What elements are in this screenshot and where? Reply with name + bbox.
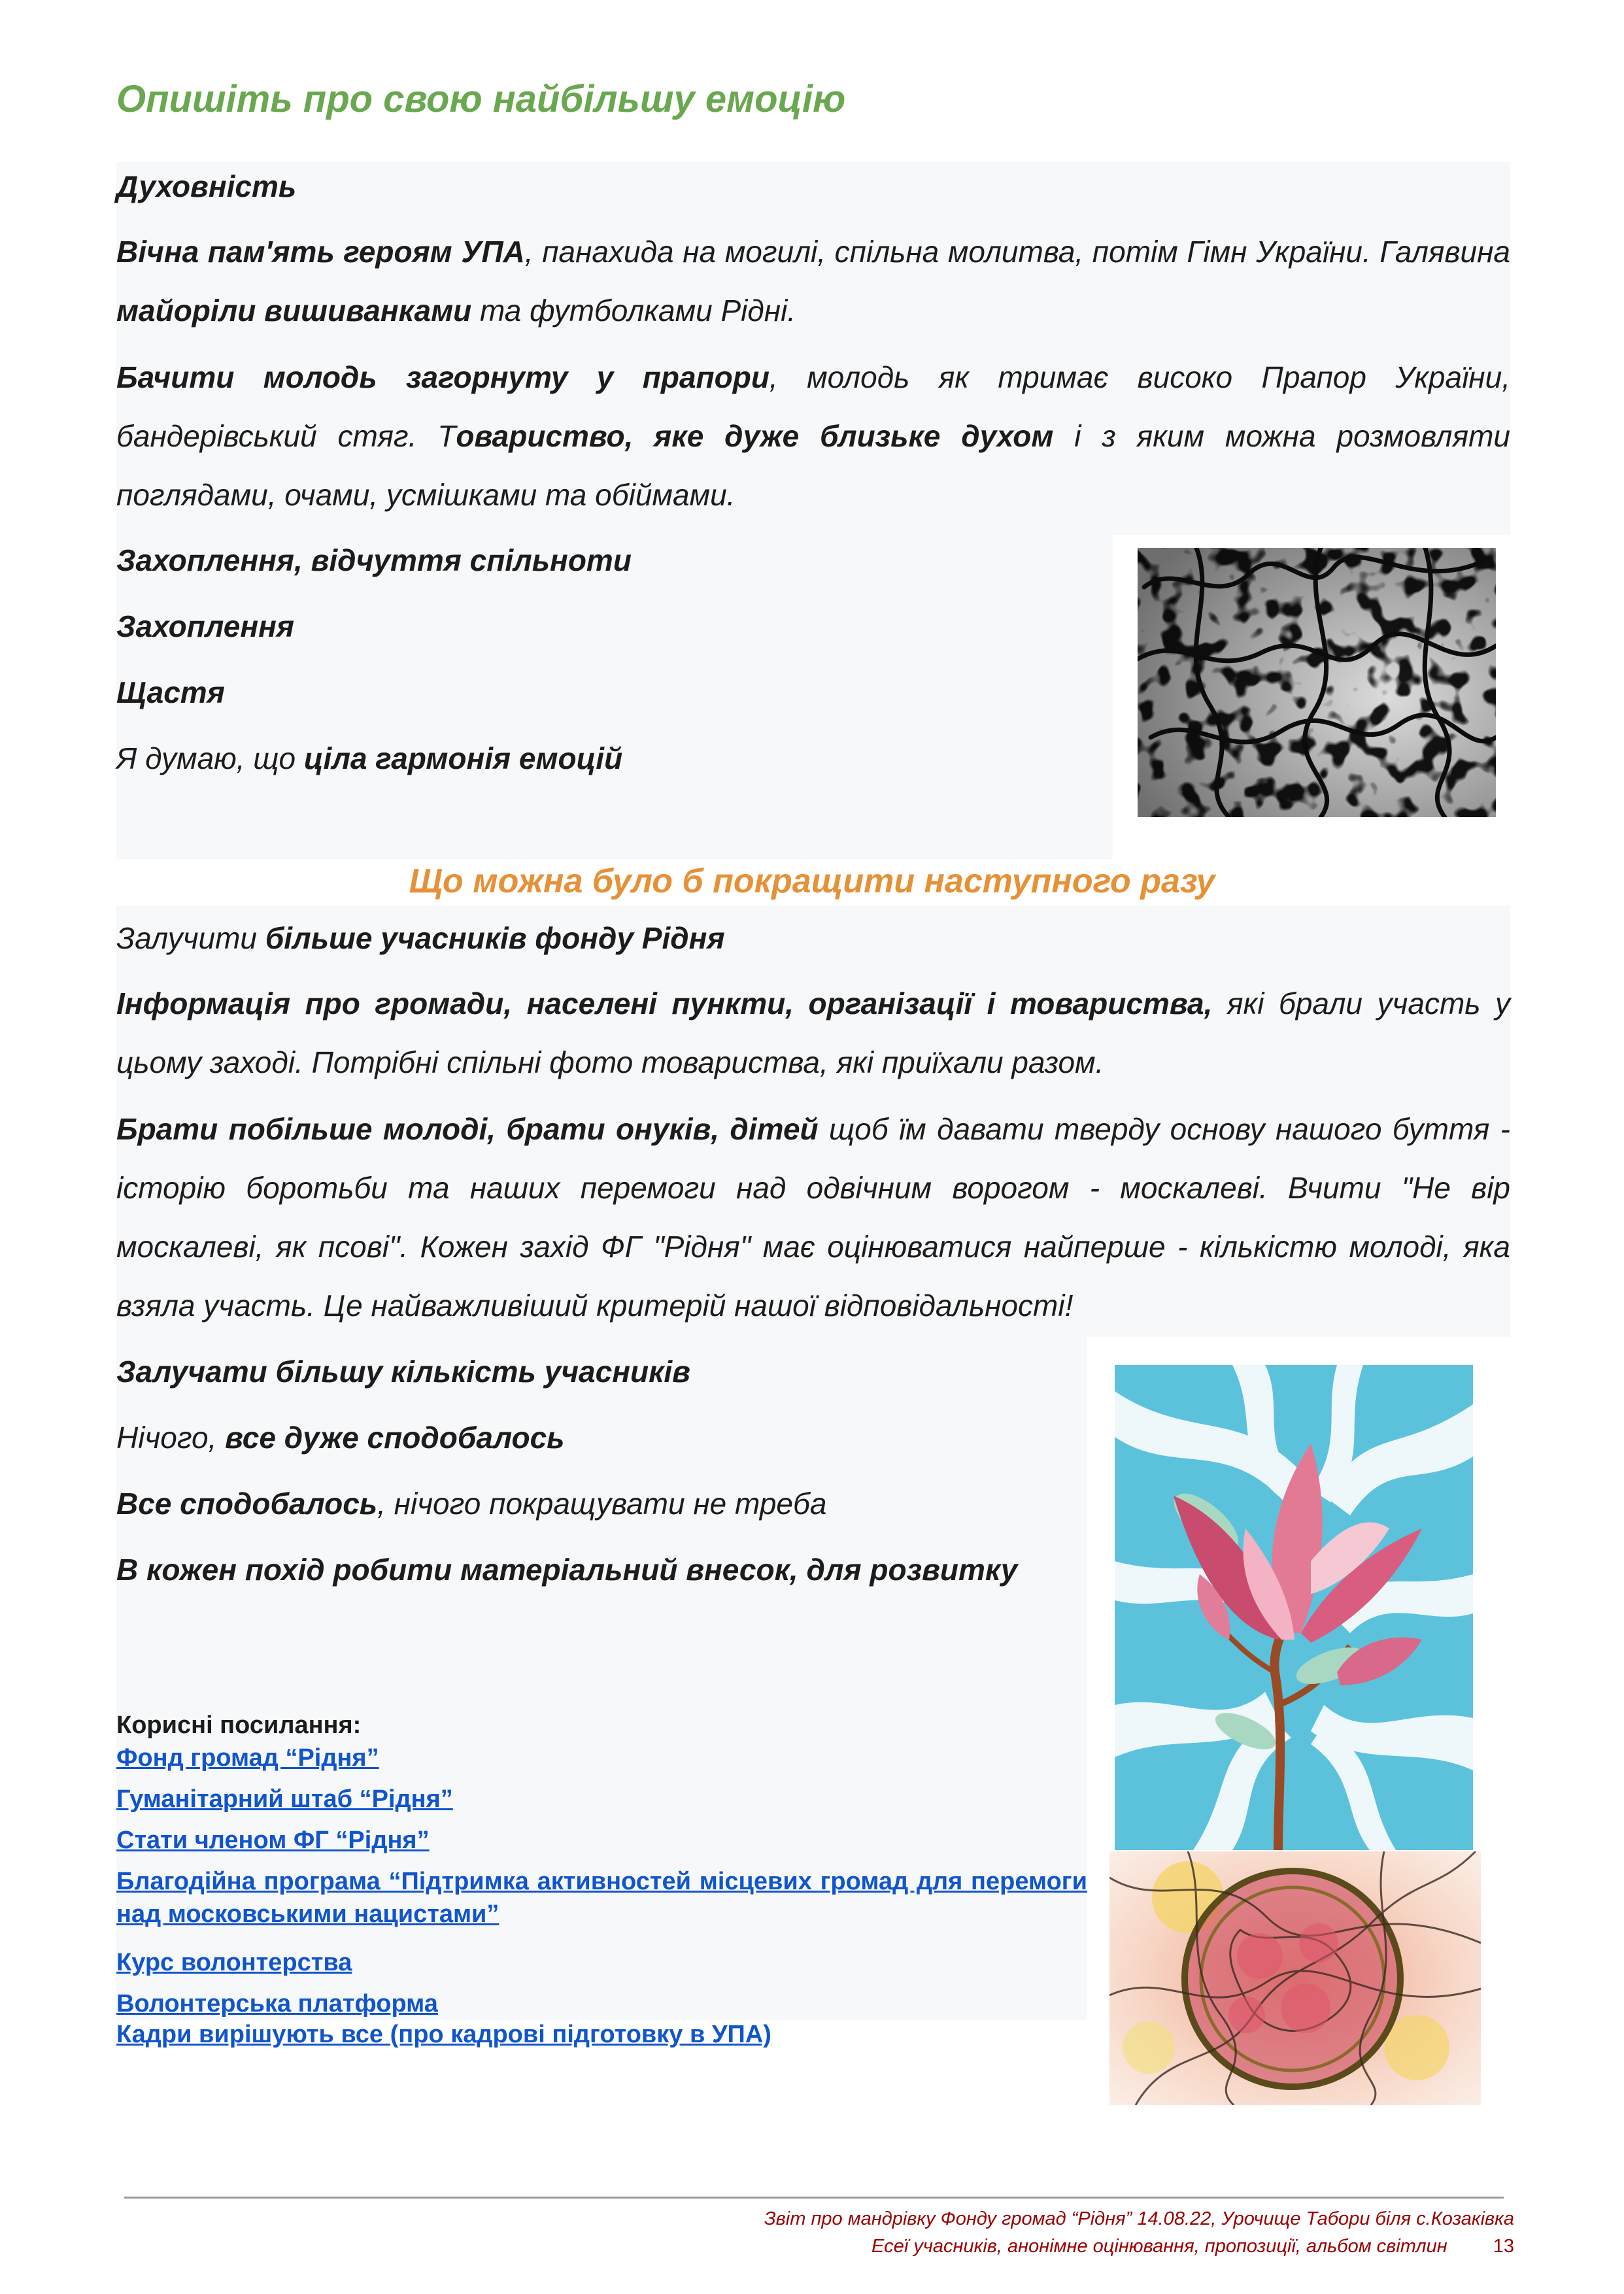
magnolia-painting <box>1115 1365 1473 1850</box>
paragraph-nothing: Нічого, все дуже сподобалось <box>116 1421 565 1455</box>
link-become-member[interactable]: Стати членом ФГ “Рідня” <box>116 1827 430 1854</box>
link-volunteer-platform[interactable]: Волонтерська платформа <box>116 1990 438 2017</box>
paragraph-information: Інформація про громади, населені пункти, організації і товариства, які брали участь у цьому заході. Потрібні спільні фото товариства, які приїхали разом. <box>116 987 1510 1079</box>
paragraph-more-participants: Залучити більше учасників фонду Рідня <box>116 921 725 955</box>
paragraph-involve-participants: Залучати більшу кількість учасників <box>116 1355 690 1389</box>
link-charity-program[interactable]: Благодійна програма “Підтримка активностей місцевих громад для перемоги над московськими нацистами” <box>116 1868 1087 1928</box>
footer-divider <box>124 2197 1504 2199</box>
useful-links-title: Корисні посилання: <box>116 1712 362 1739</box>
page-number: 13 <box>1493 2236 1514 2257</box>
paragraph-memory: Вічна пам'ять героям УПА, панахида на могилі, спільна молитва, потім Гімн України. Галявина майоріли вишиванками та футболками Рідні. <box>116 235 1510 328</box>
link-upa-personnel[interactable]: Кадри вирішують все (про кадрові підготовку в УПА) <box>116 2021 771 2048</box>
paragraph-youth-grandchildren: Брати побільше молоді, брати онуків, дітей щоб їм давати тверду основу нашого буття - історію боротьби та наших перемоги над одвічним ворогом - москалеві. Вчити "Не вір москалеві, як псові". Кожен захід ФГ "Рідня" має оцінюватися найперше - кількістю молоді, яка взяла участь. Це найважливіший критерій нашої відповідальності! <box>116 1112 1510 1323</box>
paragraph-delight: Захоплення <box>116 609 295 643</box>
abstract-cells-artwork <box>1138 548 1496 817</box>
footer-subtitle: Есеї учасників, анонімне оцінювання, пропозиції, альбом світлин 13 <box>871 2236 1514 2257</box>
paragraph-spirituality: Духовність <box>116 169 297 203</box>
paragraph-liked-all: Все сподобалось, нічого покращувати не треба <box>116 1487 827 1521</box>
paragraph-happiness: Щастя <box>116 675 225 709</box>
paragraph-youth-flags: Бачити молодь загорнуту у прапори, молодь як тримає високо Прапор України, бандерівський стяг. Товариство, яке дуже близьке духом і з яким можна розмовляти поглядами, очами, усмішками та обіймами. <box>116 360 1510 512</box>
link-humanitarian-hq[interactable]: Гуманітарний штаб “Рідня” <box>116 1785 453 1813</box>
abstract-circle-artwork <box>1109 1851 1481 2105</box>
footer-title: Звіт про мандрівку Фонду громад “Рідня” 14.08.22, Урочище Табори біля с.Козаківка <box>764 2208 1514 2229</box>
link-volunteer-course[interactable]: Курс волонтерства <box>116 1949 352 1976</box>
section1-heading: Опишіть про свою найбільшу емоцію <box>116 78 846 120</box>
paragraph-harmony: Я думаю, що ціла гармонія емоцій <box>116 741 623 775</box>
paragraph-delight-community: Захоплення, відчуття спільноти <box>116 543 632 577</box>
link-rid-fund[interactable]: Фонд громад “Рідня” <box>116 1744 379 1772</box>
section2-heading: Що можна було б покращити наступного разу <box>409 862 1215 900</box>
paragraph-contribution: В кожен похід робити матеріальний внесок, для розвитку <box>116 1553 1018 1587</box>
